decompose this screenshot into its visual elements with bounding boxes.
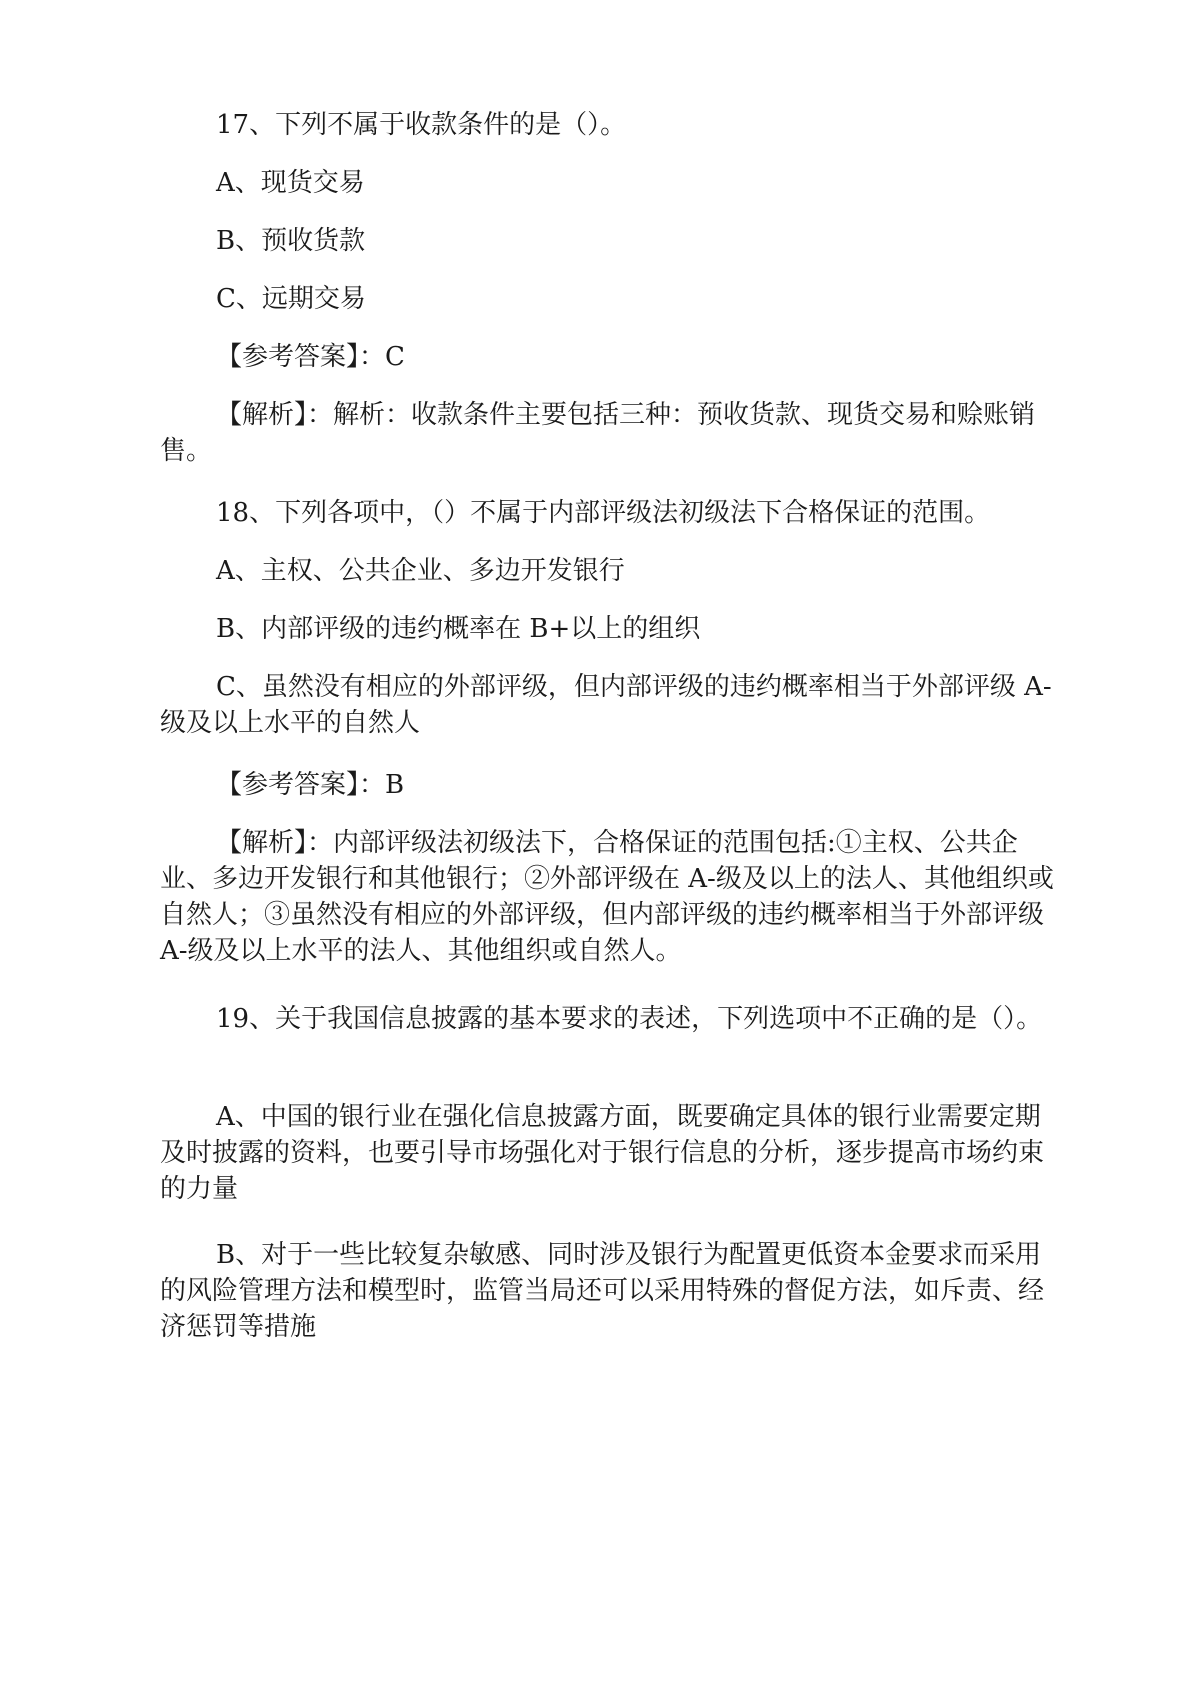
- question-17-option-a: A、现货交易: [216, 168, 365, 198]
- question-18-stem: 18、下列各项中，（）不属于内部评级法初级法下合格保证的范围。: [216, 498, 991, 528]
- question-17-option-b: B、预收货款: [216, 226, 366, 256]
- question-18-option-a: A、主权、公共企业、多边开发银行: [216, 556, 625, 586]
- question-17-option-c: C、远期交易: [216, 284, 366, 314]
- question-18-option-b: B、内部评级的违约概率在 B+以上的组织: [216, 614, 701, 644]
- question-17-analysis: 【解析】：解析：收款条件主要包括三种：预收货款、现货交易和赊账销售。: [160, 400, 1036, 466]
- question-17-answer: 【参考答案】：C: [216, 342, 405, 372]
- question-19-option-b: B、对于一些比较复杂敏感、同时涉及银行为配置更低资本金要求而采用的风险管理方法和模型时，监管当局还可以采用特殊的督促方法，如斥责、经济惩罚等措施: [160, 1240, 1045, 1342]
- question-18-answer: 【参考答案】：B: [216, 770, 405, 800]
- question-18-option-c: C、虽然没有相应的外部评级，但内部评级的违约概率相当于外部评级 A-级及以上水平的自然人: [160, 672, 1052, 738]
- question-18-analysis: 【解析】：内部评级法初级法下，合格保证的范围包括:①主权、公共企业、多边开发银行和其他银行；②外部评级在 A-级及以上的法人、其他组织或自然人；③虽然没有相应的外部评级，但内部评级的违约概率相当于外部评级 A-级及以上水平的法人、其他组织或自然人。: [160, 828, 1054, 966]
- question-19-option-a: A、中国的银行业在强化信息披露方面，既要确定具体的银行业需要定期及时披露的资料，也要引导市场强化对于银行信息的分析，逐步提高市场约束的力量: [160, 1102, 1045, 1204]
- question-19-stem: 19、关于我国信息披露的基本要求的表述，下列选项中不正确的是（）。: [216, 1004, 1043, 1034]
- question-17-stem: 17、下列不属于收款条件的是（）。: [216, 110, 627, 140]
